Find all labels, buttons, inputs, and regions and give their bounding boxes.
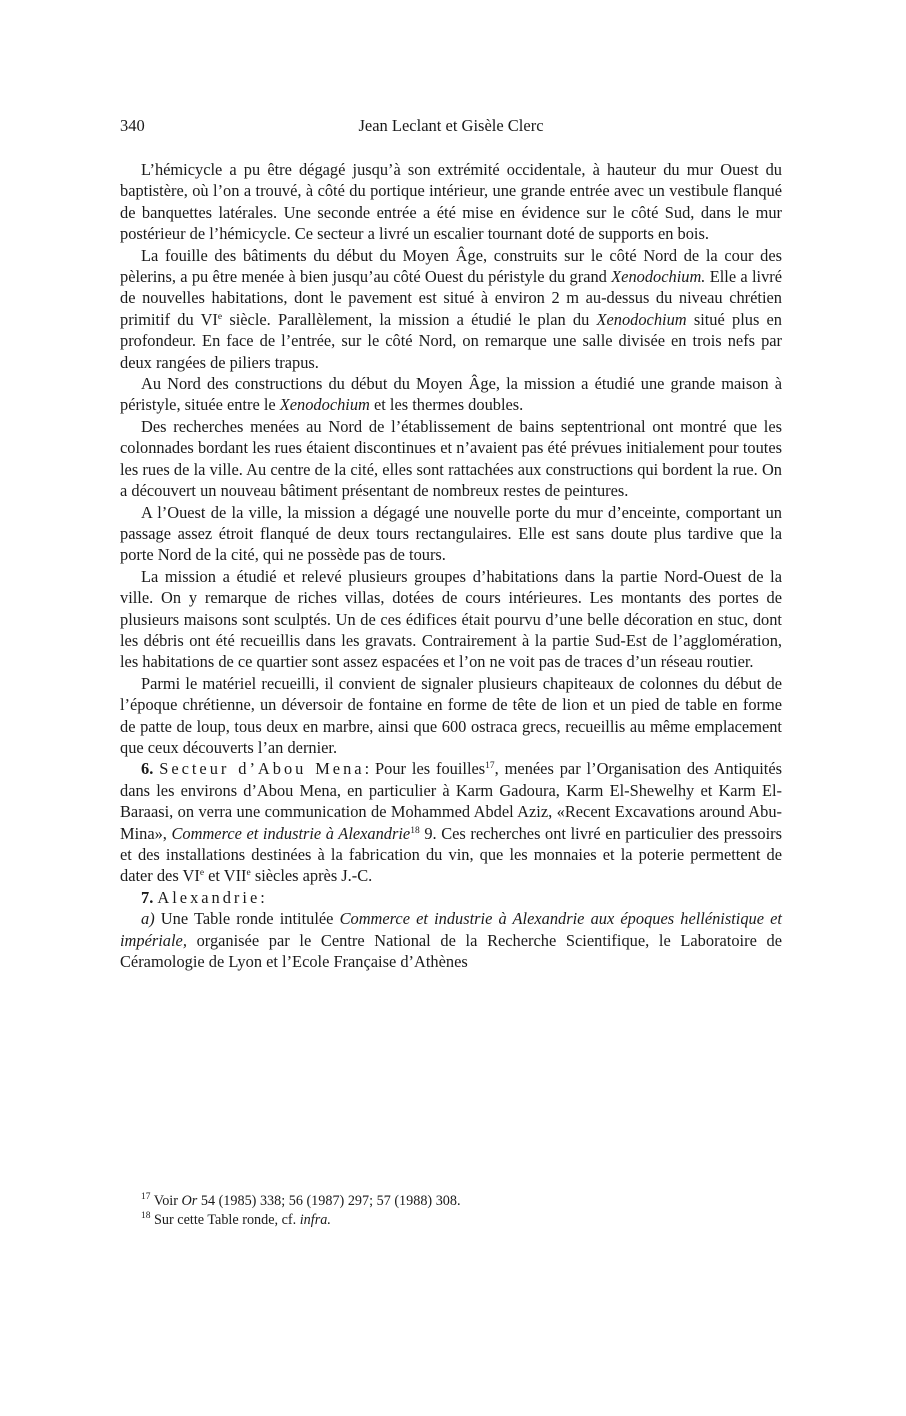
footnote-17 [120,1192,782,1211]
italic-term: Xenodochium. [611,267,706,287]
footnote-ref[interactable]: 17 [485,761,495,772]
section-number: 6. [141,759,154,779]
text-run: et les thermes doubles. [369,395,524,415]
footnote-18 [120,1211,782,1230]
italic-term: Commerce et industrie à Alexandrie [171,823,411,843]
superscript: e [199,868,205,879]
italic-term: Or [181,1193,198,1209]
section-heading: Alexandrie [157,887,261,907]
list-label: a) [141,909,155,929]
italic-term: Xenodochium [279,395,370,415]
body-text [120,159,782,972]
page [120,114,782,972]
text-run: 9. Ces recherches ont livré en particulier des pressoirs et des installations destinées à la fabrication du vin, que les monnaies et la poterie permettent de dater des VI [120,823,782,886]
superscript: e [246,868,251,879]
text-run: et VII [204,866,247,886]
text-run: : Pour les fouilles [364,759,486,779]
section-7a [120,908,782,972]
italic-term: Xenodochium [596,309,687,329]
page-number: 340 [120,116,145,135]
text-run: Sur cette Table ronde, cf. [150,1211,300,1228]
section-6 [120,758,782,886]
paragraph: La mission a étudié et relevé plusieurs groupes d’habitations dans la partie Nord-Ouest de la ville. On y remarque de riches villas, dotées de cours intérieures. Les montants des portes de plusieurs maisons sont sculptés. Un de ces édifices était pourvu d’une belle décoration en stuc, dont les débris ont été recueillis dans les gravats. Contrairement à la partie Sud-Est de l’agglomération, les habitations de ce quartier sont assez espacées et l’on ne voit pas de traces d’un réseau routier. [120,566,782,672]
paragraph [120,245,782,373]
text-run: siècles après J.-C. [250,866,373,886]
text-run: organisée par le Centre National de la Recherche Scientifique, le Laboratoire de Céramologie de Lyon et l’Ecole Française d’Athènes [120,930,782,972]
italic-term: infra. [299,1211,331,1228]
text-run: , menées par l’Organisation des Antiquités dans les environs d’Abou Mena, en particulier à Karm Gadoura, Karm El-Shewelhy et Karm El-Baraasi, on verra une communication de Mohammed Abdel Aziz, «Recent Excavations around Abu-Mina», [120,759,782,843]
section-heading: Secteur d’Abou Mena [159,759,365,779]
paragraph: Parmi le matériel recueilli, il convient de signaler plusieurs chapiteaux de colonnes du début de l’époque chrétienne, un déversoir de fontaine en forme de tête de lion et un pied de table en forme de patte de loup, tous deux en marbre, ainsi que 600 ostraca grecs, recueillis au même emplacement que ceux découverts l’an dernier. [120,673,782,757]
footnote-mark: 17 [141,1192,151,1202]
paragraph: L’hémicycle a pu être dégagé jusqu’à son extrémité occidentale, à hauteur du mur Ouest du baptistère, où l’on a trouvé, à côté du portique intérieur, une grande entrée avec un vestibule flanqué de banquettes latérales. Une seconde entrée a été mise en évidence sur le côté Sud, dans le mur postérieur de l’hémicycle. Ce secteur a livré un escalier tournant doté de supports en bois. [120,160,782,244]
footnote-mark: 18 [141,1210,151,1221]
section-7 [120,887,782,908]
text-run: Voir [150,1193,182,1209]
paragraph: Des recherches menées au Nord de l’établissement de bains septentrional ont montré que les colonnades bordant les rues étaient discontinues et n’avaient pas été prévues initialement pour toutes les rues de la ville. Au centre de la cité, elles sont rattachées aux constructions qui bordent la rue. On a découvert un nouveau bâtiment présentant de nombreux restes de peintures. [120,416,782,501]
text-run: Elle a livré de nouvelles habitations, dont le pavement est situé à environ 2 m au-dessus du niveau chrétien primitif du VI [120,267,783,329]
section-number: 7. [141,887,154,907]
text-run: 54 (1985) 338; 56 (1987) 297; 57 (1988) 308. [197,1193,461,1209]
text-run: La fouille des bâtiments du début du Moyen Âge, construits sur le côté Nord de la cour des pèlerins, a pu être menée à bien jusqu’au côté Ouest du péristyle du grand [120,245,782,287]
paragraph: A l’Ouest de la ville, la mission a dégagé une nouvelle porte du mur d’enceinte, comportant un passage assez étroit flanqué de deux tours rectangulaires. Elle est sans doute plus tardive que la porte Nord de la cité, qui ne possède pas de tours. [120,502,782,565]
italic-term: Commerce et industrie à Alexandrie aux époques hellénistique et impériale, [120,909,782,950]
running-title: Jean Leclant et Gisèle Clerc [358,116,544,135]
text-run: situé plus en profondeur. En face de l’entrée, sur le côté Nord, on remarque une salle divisée en trois nefs par deux rangées de piliers trapus. [120,309,783,372]
footnote-ref[interactable]: 18 [410,825,420,836]
superscript: e [217,311,223,322]
text-run: siècle. Parallèlement, la mission a étudié le plan du [222,309,597,329]
paragraph [120,373,782,416]
page-header [120,114,782,138]
footnotes [120,1192,782,1229]
text-run: Au Nord des constructions du début du Moyen Âge, la mission a étudié une grande maison à péristyle, située entre le [120,374,782,415]
text-run: Une Table ronde intitulée [154,909,340,929]
text-run: : [260,887,265,907]
